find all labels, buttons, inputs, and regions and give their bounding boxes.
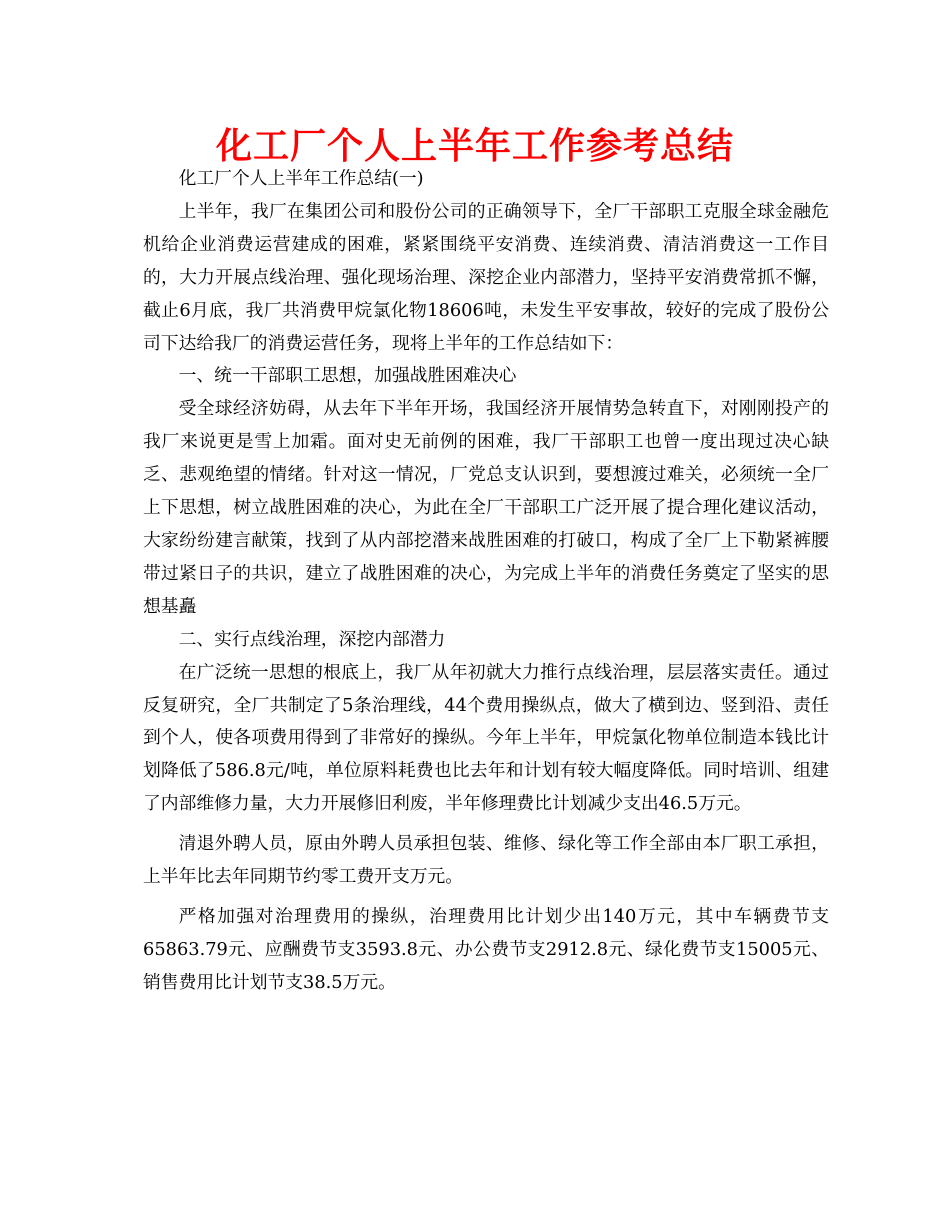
section-heading-1: 一、统一干部职工思想，加强战胜困难决心 [178,365,517,387]
body-paragraph: 严格加强对治理费用的操纵，治理费用比计划少出140万元，其中车辆费节支65863.79元、应酬费节支3593.8元、办公费节支2912.8元、绿化费节支15005元、销售费用比计划节支38.5万元。 [143,905,829,993]
body-paragraph: 清退外聘人员，原由外聘人员承担包装、维修、绿化等工作全部由本厂职工承担，上半年比去年同期节约零工费开支万元。 [143,833,829,888]
body-paragraph: 受全球经济妨碍，从去年下半年开场，我国经济开展情势急转直下，对刚刚投产的我厂来说更是雪上加霜。面对史无前例的困难，我厂干部职工也曾一度出现过决心缺乏、悲观绝望的情绪。针对这一情况，厂党总支认识到，要想渡过难关，必须统一全厂上下思想，树立战胜困难的决心，为此在全厂干部职工广泛开展了提合理化建议活动，大家纷纷建言献策，找到了从内部挖潜来战胜困难的打破口，构成了全厂上下勒紧裤腰带过紧日子的共识，建立了战胜困难的决心，为完成上半年的消费任务奠定了坚实的思想基矗 [143,398,829,617]
subtitle-paragraph: 化工厂个人上半年工作总结(一) [178,168,424,189]
section-heading-2: 二、实行点线治理，深挖内部潜力 [178,628,446,650]
intro-paragraph: 上半年，我厂在集团公司和股份公司的正确领导下，全厂干部职工克服全球金融危机给企业消费运营建成的困难，紧紧围绕平安消费、连续消费、清洁消费这一工作目的，大力开展点线治理、强化现场治理、深挖企业内部潜力，坚持平安消费常抓不懈，截止6月底，我厂共消费甲烷氯化物18606吨，未发生平安事故，较好的完成了股份公司下达给我厂的消费运营任务，现将上半年的工作总结如下： [143,200,829,354]
document-body [143,163,829,1000]
body-paragraph: 在广泛统一思想的根底上，我厂从年初就大力推行点线治理，层层落实责任。通过反复研究，全厂共制定了5条治理线，44个费用操纵点，做大了横到边、竖到沿、责任到个人，使各项费用得到了非常好的操纵。今年上半年，甲烷氯化物单位制造本钱比计划降低了586.8元/吨，单位原料耗费也比去年和计划有较大幅度降低。同时培训、组建了内部维修力量，大力开展修旧利废，半年修理费比计划减少支出46.5万元。 [143,661,829,815]
document-title: 化工厂个人上半年工作参考总结 [215,125,734,167]
